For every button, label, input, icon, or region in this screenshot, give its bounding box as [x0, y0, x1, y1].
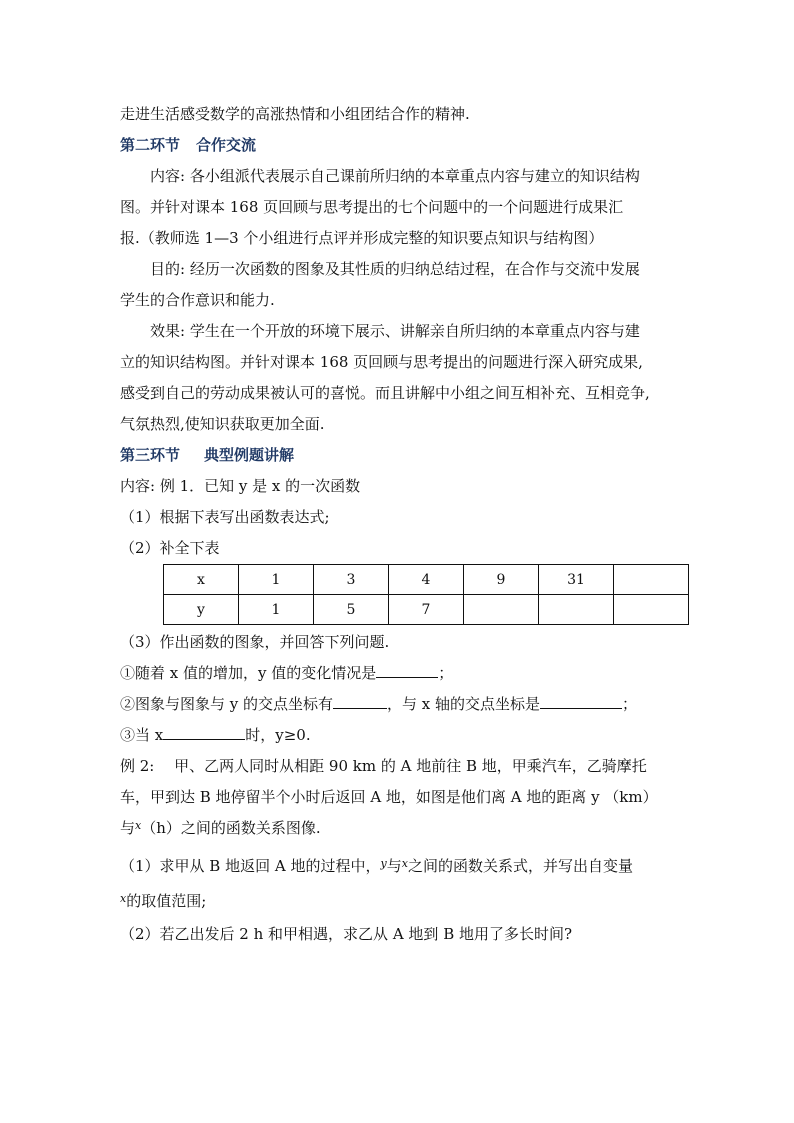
- table-cell: 7: [389, 595, 464, 625]
- text: （1）求甲从 B 地返回 A 地的过程中，: [120, 857, 381, 875]
- answer-blank[interactable]: [376, 663, 438, 678]
- table-cell: 1: [239, 565, 314, 595]
- paragraph-line: 报.（教师选 1—3 个小组进行点评并形成完整的知识要点知识与结构图）: [120, 229, 604, 247]
- table-row: [164, 595, 689, 625]
- answer-blank[interactable]: [333, 694, 387, 709]
- answer-blank[interactable]: [163, 725, 245, 740]
- section-title: 合作交流: [196, 136, 257, 154]
- table-cell: [614, 565, 689, 595]
- example-2-question-1: [120, 856, 633, 878]
- example-2-line: 例 2: 甲、乙两人同时从相距 90 km 的 A 地前往 B 地，甲乘汽车，乙骑摩托: [120, 757, 647, 775]
- paragraph-line: 内容: 各小组派代表展示自己课前所归纳的本章重点内容与建立的知识结构: [150, 167, 640, 185]
- example-1-intro: 内容: 例 1．已知 y 是 x 的一次函数: [120, 477, 361, 495]
- table-cell: y: [164, 595, 239, 625]
- example-2-question-1-cont: [120, 891, 206, 913]
- question-text: ①随着 x 值的增加，y 值的变化情况是: [120, 664, 377, 682]
- question-2: （2）补全下表: [120, 539, 220, 557]
- question-text: ③当 x: [120, 726, 164, 744]
- question-text: ；: [438, 664, 454, 682]
- question-3a: [120, 663, 453, 683]
- table-cell: 31: [539, 565, 614, 595]
- table-cell: 9: [464, 565, 539, 595]
- text: （h）之间的函数关系图像.: [141, 819, 321, 837]
- question-text: ；: [622, 695, 638, 713]
- table-cell: 1: [239, 595, 314, 625]
- question-3b: [120, 694, 637, 714]
- paragraph-line: 感受到自己的劳动成果被认可的喜悦。而且讲解中小组之间互相补充、互相竞争,: [120, 384, 650, 402]
- question-text: ②图象与图象与 y 的交点坐标有: [120, 695, 334, 713]
- section-heading-2: [120, 135, 256, 155]
- section-number: 第二环节: [120, 136, 181, 154]
- section-title: 典型例题讲解: [204, 446, 295, 464]
- paragraph-line: 立的知识结构图。并针对课本 168 页回顾与思考提出的问题进行深入研究成果,: [120, 353, 643, 371]
- section-heading-3: [120, 445, 294, 465]
- paragraph-line: 气氛热烈,使知识获取更加全面.: [120, 415, 325, 433]
- value-table: [163, 564, 689, 625]
- text: 的取值范围;: [126, 892, 207, 910]
- table-cell: 3: [314, 565, 389, 595]
- paragraph-line: 目的: 经历一次函数的图象及其性质的归纳总结过程，在合作与交流中发展: [150, 260, 640, 278]
- paragraph-line: 图。并针对课本 168 页回顾与思考提出的七个问题中的一个问题进行成果汇: [120, 198, 624, 216]
- variable-x: x: [401, 857, 408, 870]
- variable-x: x: [135, 819, 142, 832]
- text: 与: [386, 857, 402, 875]
- example-2-line: [120, 818, 321, 840]
- paragraph-line: 学生的合作意识和能力.: [120, 291, 275, 309]
- section-number: 第三环节: [120, 446, 181, 464]
- table-cell: 4: [389, 565, 464, 595]
- example-2-line: 车，甲到达 B 地停留半个小时后返回 A 地，如图是他们离 A 地的距离 y （km）: [120, 788, 658, 806]
- paragraph-line: 效果: 学生在一个开放的环境下展示、讲解亲自所归纳的本章重点内容与建: [150, 322, 640, 340]
- table-cell: x: [164, 565, 239, 595]
- variable-y: y: [380, 857, 387, 870]
- table-cell: [539, 595, 614, 625]
- text: 之间的函数关系式，并写出自变量: [407, 857, 633, 875]
- question-3c: [120, 725, 311, 745]
- table-cell: [464, 595, 539, 625]
- example-2-question-2: （2）若乙出发后 2 h 和甲相遇，求乙从 A 地到 B 地用了多长时间?: [120, 925, 573, 943]
- question-text: ，与 x 轴的交点坐标是: [387, 695, 541, 713]
- question-3: （3）作出函数的图象，并回答下列问题.: [120, 633, 390, 651]
- question-text: 时，y≥0.: [245, 726, 311, 744]
- question-1: （1）根据下表写出函数表达式;: [120, 508, 330, 526]
- table-row: [164, 565, 689, 595]
- table-cell: 5: [314, 595, 389, 625]
- paragraph-line: 走进生活感受数学的高涨热情和小组团结合作的精神.: [120, 105, 470, 123]
- answer-blank[interactable]: [540, 694, 622, 709]
- table-cell: [614, 595, 689, 625]
- variable-x: x: [120, 892, 127, 905]
- text: 与: [120, 819, 136, 837]
